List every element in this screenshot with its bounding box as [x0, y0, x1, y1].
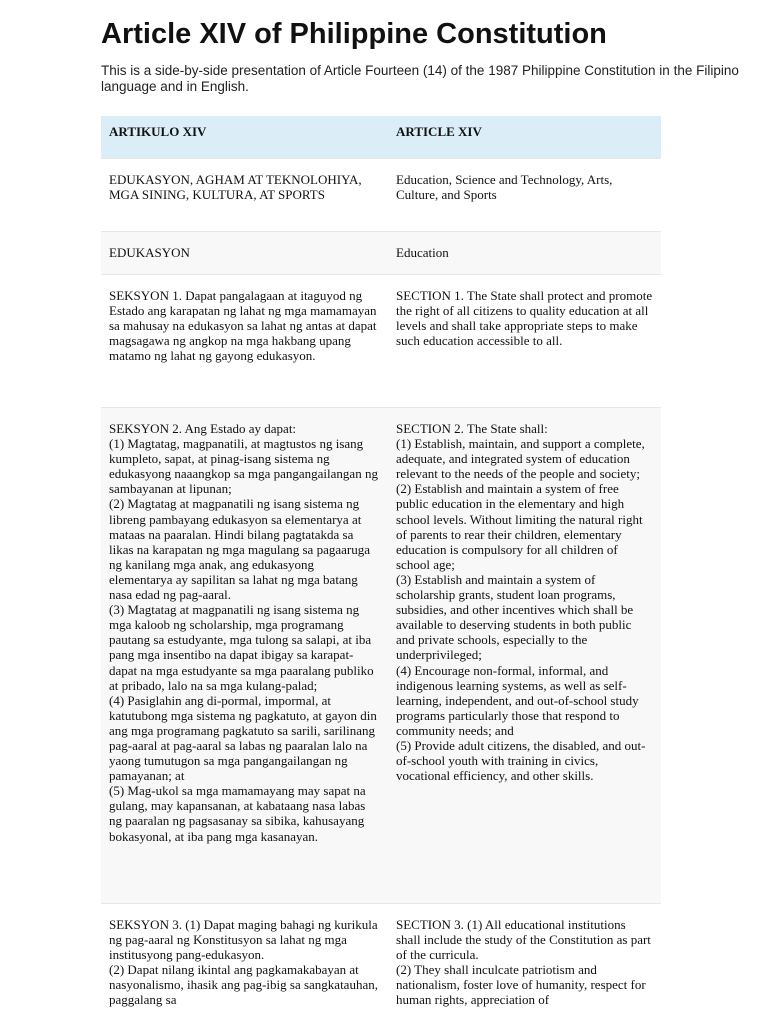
row-english-cell [388, 275, 661, 407]
cell-text: (4) Encourage non-formal, informal, and indigenous learning systems, as well as self-learning, independent, and out-of-school study programs particularly those that respond to community needs; and [396, 662, 639, 738]
row-filipino-cell [101, 904, 388, 1024]
cell-text: SECTION 2. The State shall: [396, 421, 548, 436]
cell-text: (4) Pasiglahin ang di-pormal, impormal, at katutubong mga sistema ng pagkatuto, at gayon din ang mga programang pagkatuto sa sarili, sarilinang pag-aaral at pag-aaral sa labas ng paaralan lalo na yaong tumutugon sa mga pangangailangan ng pamayanan; at [109, 692, 377, 784]
row-english-cell [388, 159, 661, 231]
cell-text: (2) They shall inculcate patriotism and nationalism, foster love of humanity, respect for human rights, appreciation of [396, 962, 646, 1008]
page-title: Article XIV of Philippine Constitution [101, 18, 607, 50]
row-english-cell [388, 904, 661, 1024]
cell-text: SEKSYON 3. (1) Dapat maging bahagi ng kurikula ng pag-aaral ng Konstitusyon sa lahat ng mga institusyong pang-edukasyon. [109, 917, 378, 963]
cell-text: SECTION 3. (1) All educational institutions shall include the study of the Constitution as part of the curricula. [396, 917, 651, 963]
row-filipino-cell [101, 232, 388, 274]
table-row [101, 407, 661, 903]
cell-text: (5) Provide adult citizens, the disabled, and out-of-school youth with training in civics, vocational efficiency, and other skills. [396, 737, 646, 784]
table-row [101, 158, 661, 231]
cell-text: SEKSYON 2. Ang Estado ay dapat: [109, 421, 297, 436]
intro-paragraph: This is a side-by-side presentation of Article Fourteen (14) of the 1987 Philippine Constitution in the Filipino language and in English. [101, 63, 739, 94]
header-filipino: ARTIKULO XIV [109, 124, 207, 139]
cell-text: (2) Magtatag at magpanatili ng isang sistema ng libreng pambayang edukasyon sa elementarya at mataas na paaralan. Hindi bilang pagtatakda sa likas na karapatan ng mga magulang sa pagaaruga ng kanilang mga anak, ang edukasyong elementarya ay sapilitan sa lahat ng mga batang nasa edad ng pag-aaral. [109, 496, 370, 603]
row-english-cell [388, 408, 661, 903]
cell-text: (5) Mag-ukol sa mga mamamayang may sapat na gulang, may kapansanan, at kabataang nasa labas ng paaralan ng pagsasanay sa sibika, kahusayang bokasyonal, at iba pang mga kasanayan. [109, 783, 366, 844]
row-filipino-cell [101, 408, 388, 903]
cell-text: (3) Magtatag at magpanatili ng isang sistema ng mga kaloob ng scholarship, mga programang pautang sa estudyante, mga tulong sa salapi, at iba pang mga insentibo na dapat ibigay sa karapat-dapat na mga estudyante sa mga paaralang publiko at pribado, lalo na sa mga kulang-palad; [109, 602, 374, 693]
table-row [101, 903, 661, 1024]
cell-text: Education [396, 245, 449, 260]
article-table [101, 116, 661, 1024]
cell-text: (1) Magtatag, magpanatili, at magtustos ng isang kumpleto, sapat, at pinag-isang sistema ng edukasyong naaangkop sa mga pangangailangan ng sambayanan at lipunan; [109, 436, 378, 497]
row-filipino-cell [101, 275, 388, 407]
cell-text: EDUKASYON [109, 245, 190, 260]
cell-text: (2) Establish and maintain a system of free public education in the elementary and high school levels. Without limiting the natural right of parents to rear their children, elementary education is compulsory for all children of school age; [396, 481, 643, 572]
table-header-row [101, 116, 661, 158]
cell-text: Education, Science and Technology, Arts, Culture, and Sports [396, 172, 613, 203]
cell-text: EDUKASYON, AGHAM AT TEKNOLOHIYA, MGA SINING, KULTURA, AT SPORTS [109, 172, 362, 203]
header-english: ARTICLE XIV [396, 124, 482, 139]
row-english-cell [388, 232, 661, 274]
table-row [101, 274, 661, 407]
cell-text: SECTION 1. The State shall protect and promote the right of all citizens to quality education at all levels and shall take appropriate steps to make such education accessible to all. [396, 288, 653, 349]
row-filipino-cell [101, 159, 388, 231]
cell-text: (2) Dapat nilang ikintal ang pagkamakabayan at nasyonalismo, ihasik ang pag-ibig sa sangkatauhan, paggalang sa [109, 962, 378, 1008]
cell-text: (3) Establish and maintain a system of scholarship grants, student loan programs, subsidies, and other incentives which shall be available to deserving students in both public and private schools, especially to the underprivileged; [396, 571, 634, 663]
cell-text: SEKSYON 1. Dapat pangalagaan at itaguyod ng Estado ang karapatan ng lahat ng mga mamamayan sa mahusay na edukasyon sa lahat ng antas at dapat magsagawa ng angkop na mga hakbang upang matamo ng lahat ng gayong edukasyon. [109, 288, 377, 364]
table-row [101, 231, 661, 274]
cell-text: (1) Establish, maintain, and support a complete, adequate, and integrated system of education relevant to the needs of the people and society; [396, 436, 645, 482]
